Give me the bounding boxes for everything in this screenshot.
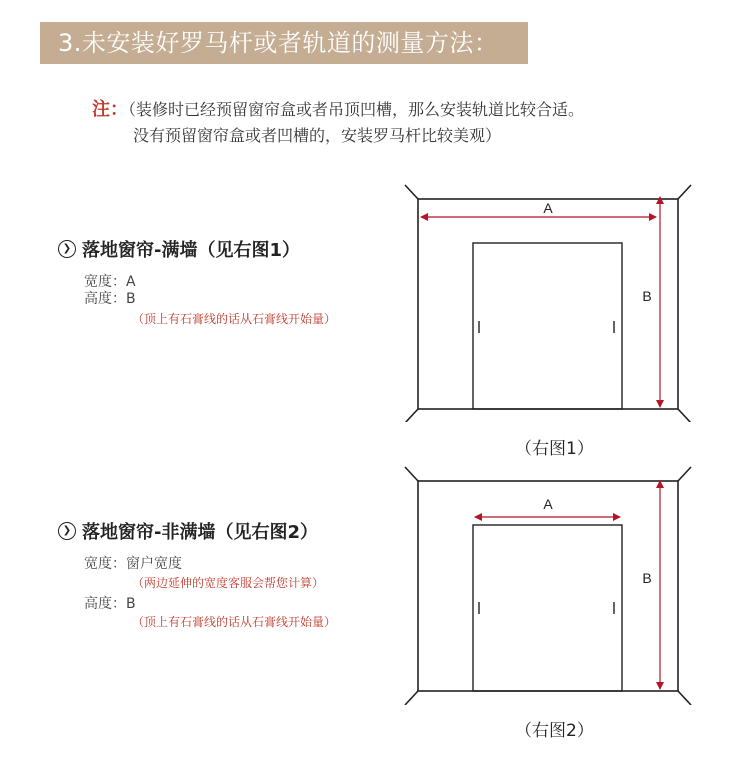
note-text-2: 没有预留窗帘盒或者凹槽的，安装罗马杆比较美观） xyxy=(133,126,502,145)
section2-height: 高度：B xyxy=(84,596,136,612)
circle-arrow-icon: ❯ xyxy=(58,522,76,540)
diagram1-caption: （右图1） xyxy=(515,439,594,459)
note-label: 注： xyxy=(92,99,128,120)
section1-heading xyxy=(58,236,300,262)
note-text-1: （装修时已经预留窗帘盒或者吊顶凹槽，那么安装轨道比较合适。 xyxy=(128,100,585,119)
diagram1-full-wall xyxy=(400,182,700,422)
section-title: 3.未安装好罗马杆或者轨道的测量方法： xyxy=(58,29,499,57)
note-line-1 xyxy=(92,97,584,123)
circle-arrow-icon: ❯ xyxy=(58,240,76,258)
section1-width: 宽度：A xyxy=(84,274,136,290)
window-opening xyxy=(473,525,622,691)
diagram2-partial-wall xyxy=(400,465,700,705)
label-b: B xyxy=(642,570,652,586)
diagram2-caption: （右图2） xyxy=(515,721,594,741)
section2-title: 落地窗帘-非满墙（见右图2） xyxy=(82,522,318,543)
label-b: B xyxy=(642,288,652,304)
section2-width-note: （两边延伸的宽度客服会帮您计算） xyxy=(132,576,325,590)
section2-heading xyxy=(58,518,318,544)
label-a: A xyxy=(543,496,553,512)
section-title-bar xyxy=(40,22,528,64)
section2-width: 宽度：窗户宽度 xyxy=(84,556,182,572)
section2-height-note: （顶上有石膏线的话从石膏线开始量） xyxy=(132,615,337,629)
label-a: A xyxy=(543,200,553,216)
window-opening xyxy=(473,243,622,409)
section1-title: 落地窗帘-满墙（见右图1） xyxy=(82,240,300,261)
section1-height-note: （顶上有石膏线的话从石膏线开始量） xyxy=(132,312,337,326)
section1-height: 高度：B xyxy=(84,291,136,307)
